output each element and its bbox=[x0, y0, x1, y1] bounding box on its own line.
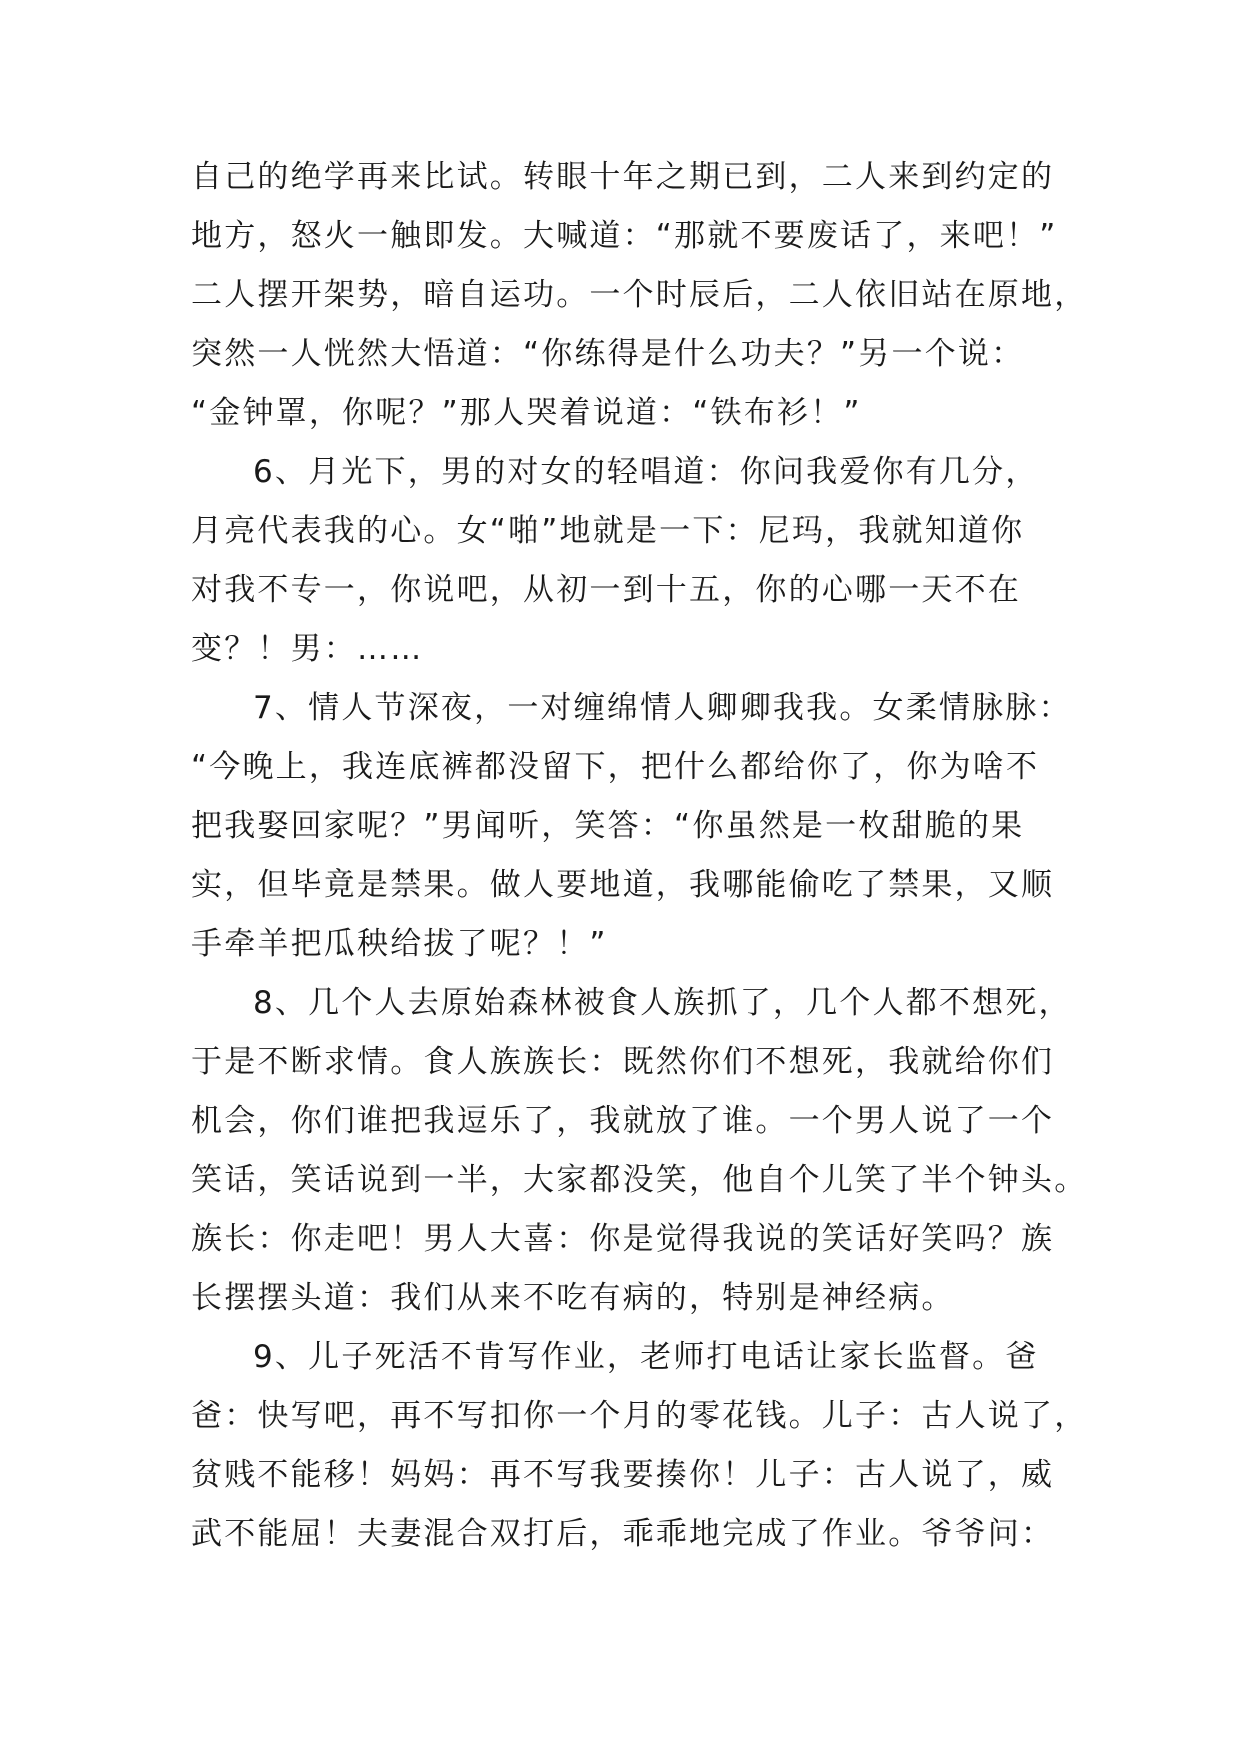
paragraph-first-line: 6、月光下，男的对女的轻唱道：你问我爱你有几分， bbox=[253, 454, 1039, 490]
paragraph-first-line: 7、情人节深夜，一对缠绵情人卿卿我我。女柔情脉脉： bbox=[253, 690, 1072, 726]
text-line: 变？！男：…… bbox=[191, 631, 424, 667]
text-line: 爸：快写吧，再不写扣你一个月的零花钱。儿子：古人说了， bbox=[191, 1398, 1088, 1434]
text-line: 武不能屈！夫妻混合双打后，乖乖地完成了作业。爷爷问： bbox=[191, 1516, 1055, 1552]
text-line: 把我娶回家呢？”男闻听，笑答：“你虽然是一枚甜脆的果 bbox=[191, 808, 1025, 844]
text-line: 手牵羊把瓜秧给拔了呢？！” bbox=[191, 926, 608, 962]
text-line: “今晚上，我连底裤都没留下，把什么都给你了，你为啥不 bbox=[191, 749, 1040, 785]
paragraph-first-line: 8、几个人去原始森林被食人族抓了，几个人都不想死， bbox=[253, 985, 1072, 1021]
text-line: 二人摆开架势，暗自运功。一个时辰后，二人依旧站在原地， bbox=[191, 277, 1088, 313]
text-line: 突然一人恍然大悟道：“你练得是什么功夫？”另一个说： bbox=[191, 336, 1025, 372]
text-line: 对我不专一，你说吧，从初一到十五，你的心哪一天不在 bbox=[191, 572, 1021, 608]
text-line: 地方，怒火一触即发。大喊道：“那就不要废话了，来吧！” bbox=[191, 218, 1058, 254]
text-line: 实，但毕竟是禁果。做人要地道，我哪能偷吃了禁果，又顺 bbox=[191, 867, 1055, 903]
paragraph-first-line: 9、儿子死活不肯写作业，老师打电话让家长监督。爸 bbox=[253, 1339, 1039, 1375]
text-line: 机会，你们谁把我逗乐了，我就放了谁。一个男人说了一个 bbox=[191, 1103, 1055, 1139]
text-line: 自己的绝学再来比试。转眼十年之期已到，二人来到约定的 bbox=[191, 159, 1055, 195]
text-line: 长摆摆头道：我们从来不吃有病的，特别是神经病。 bbox=[191, 1280, 955, 1316]
text-line: 笑话，笑话说到一半，大家都没笑，他自个儿笑了半个钟头。 bbox=[191, 1162, 1088, 1198]
text-line: 月亮代表我的心。女“啪”地就是一下：尼玛，我就知道你 bbox=[191, 513, 1025, 549]
text-line: “金钟罩，你呢？”那人哭着说道：“铁布衫！” bbox=[191, 395, 862, 431]
text-line: 族长：你走吧！男人大喜：你是觉得我说的笑话好笑吗？族 bbox=[191, 1221, 1055, 1257]
text-line: 于是不断求情。食人族族长：既然你们不想死，我就给你们 bbox=[191, 1044, 1055, 1080]
text-line: 贫贱不能移！妈妈：再不写我要揍你！儿子：古人说了，威 bbox=[191, 1457, 1055, 1493]
body-text bbox=[191, 148, 1088, 1564]
